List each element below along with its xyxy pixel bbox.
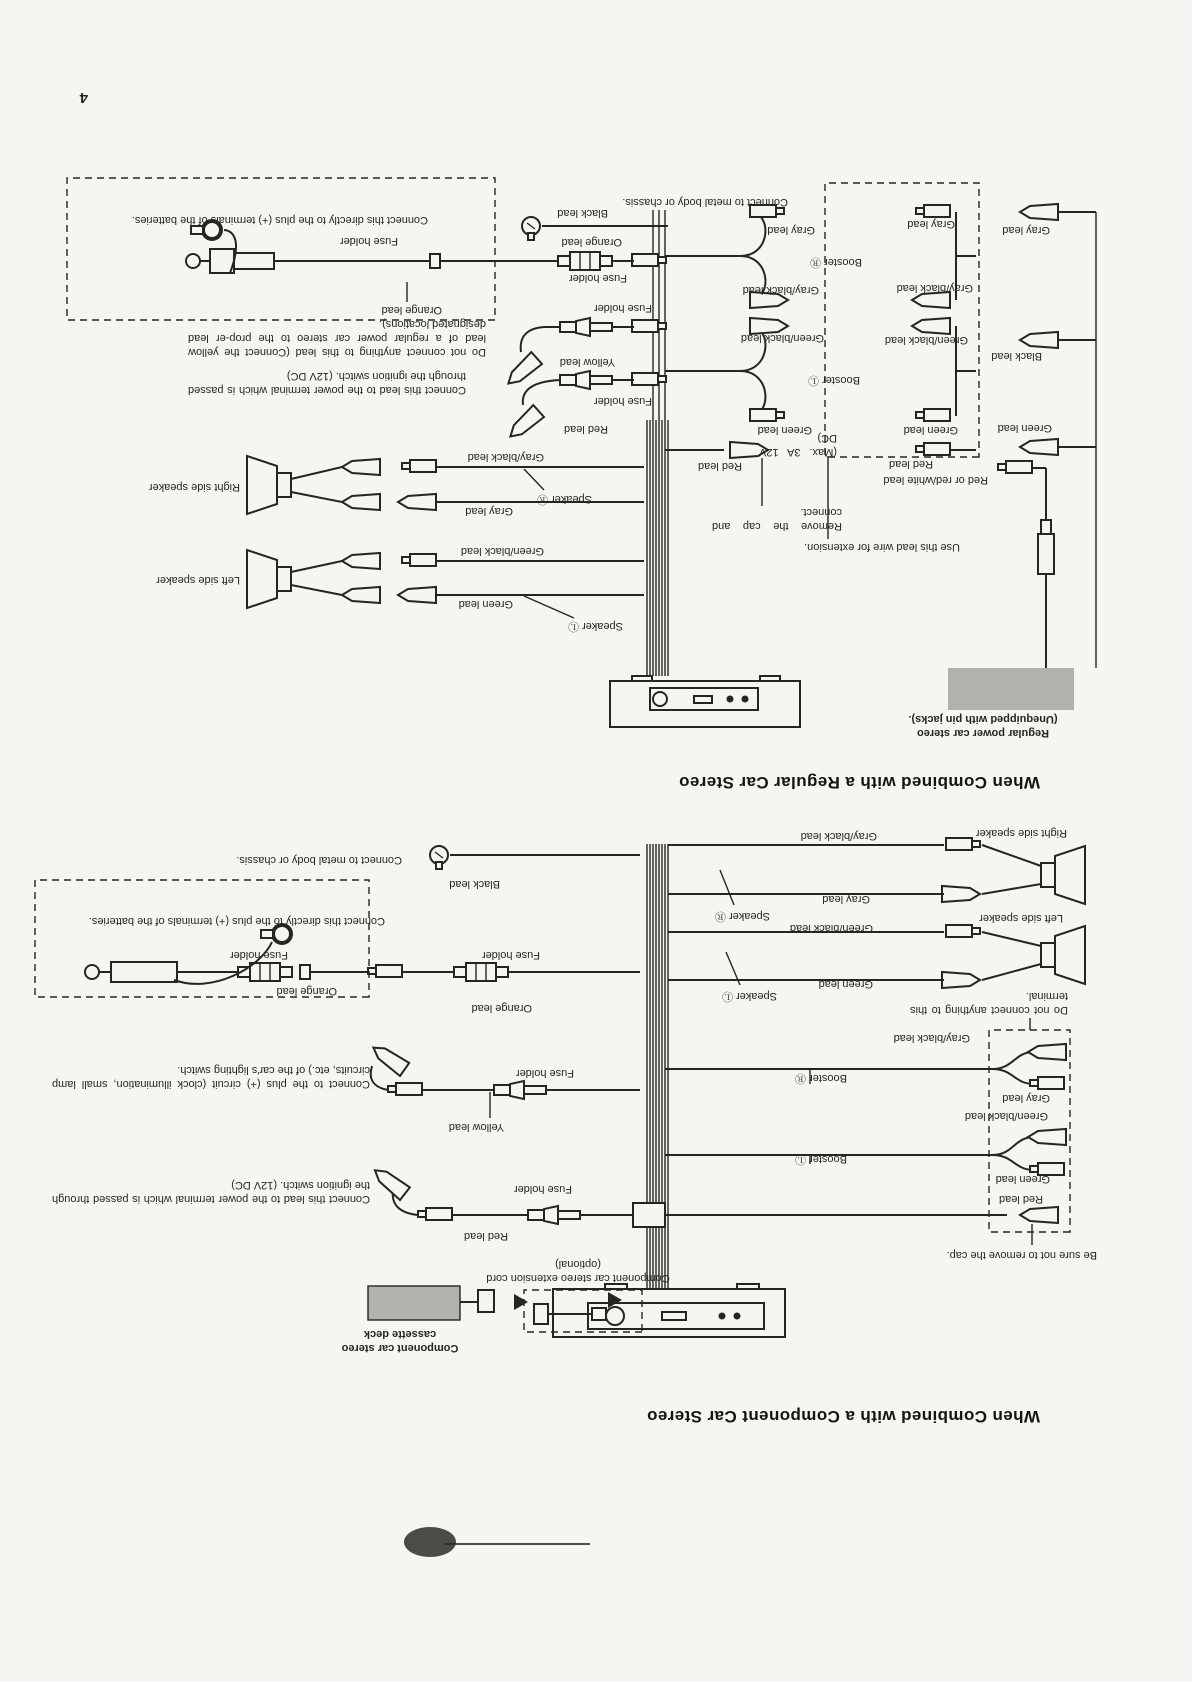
- label-booster-r: Booster Ⓡ: [810, 256, 862, 268]
- label-orange-lead: Orange lead: [471, 1002, 532, 1014]
- note-extension: Use this lead wire for extension.: [804, 541, 960, 553]
- label-speaker-l: Speaker Ⓛ: [567, 620, 623, 632]
- section-title-regular: When Combined with a Regular Car Stereo: [678, 773, 1040, 792]
- label-green-lead: Green lead: [903, 424, 958, 436]
- label-speaker-r: Speaker Ⓡ: [536, 493, 592, 505]
- label-fuse-holder: Fuse holder: [481, 949, 540, 961]
- label-fuse-holder: Fuse holder: [568, 272, 627, 284]
- label-max-rating: (Max. 3A 12V DC): [759, 432, 837, 458]
- label-fuse-holder: Fuse holder: [593, 302, 652, 314]
- label-yellow-lead: Yellow lead: [448, 1121, 504, 1133]
- label-red-lead: Red lead: [697, 460, 742, 472]
- note-do-not-connect-terminal: Do not connect anything to this terminal.: [910, 990, 1068, 1016]
- label-extension-cord: Component car stereo extension cord (optional): [486, 1258, 670, 1284]
- label-right-side-speaker: Right side speaker: [975, 827, 1067, 839]
- label-red-lead: Red lead: [998, 1193, 1043, 1205]
- label-orange-lead: Orange lead: [561, 236, 622, 248]
- note-remove-cap: Remove the cap and connect.: [712, 506, 842, 532]
- note-ignition: Connect this lead to the power terminal which is passed through the ignition switch. (12V DC): [188, 370, 466, 396]
- label-gray-black-lead: Gray/black lead: [800, 830, 877, 842]
- label-green-lead: Green lead: [997, 422, 1052, 434]
- page-number: 4: [79, 89, 88, 106]
- label-red-lead: Red lead: [463, 1230, 508, 1242]
- label-fuse-holder: Fuse holder: [339, 235, 398, 247]
- label-black-lead: Black lead: [991, 350, 1042, 362]
- label-red-lead: Red lead: [888, 458, 933, 470]
- note-do-not-connect-lead: Do not connect anything to this lead (Connect the yellow lead of a regular power car stereo to the prop-er lead designated locations).: [188, 318, 486, 358]
- label-cassette-deck: Component car stereo cassette deck: [341, 1328, 459, 1354]
- label-green-lead: Green lead: [818, 978, 873, 990]
- label-green-black-lead: Green/black lead: [789, 922, 873, 934]
- note-battery: Connect this directly to the plus (+) terminals of the batteries.: [88, 915, 385, 927]
- label-gray-lead: Gray lead: [767, 224, 815, 236]
- label-red-or-red-white-lead: Red or red/white lead: [883, 474, 988, 486]
- label-green-black-lead: Green/black lead: [884, 334, 968, 346]
- label-booster-l: Booster Ⓛ: [795, 1153, 847, 1165]
- label-gray-lead: Gray lead: [907, 218, 955, 230]
- label-red-lead: Red lead: [563, 423, 608, 435]
- note-chassis: Connect to metal body or chassis.: [236, 854, 402, 866]
- label-green-lead: Green lead: [995, 1173, 1050, 1185]
- label-gray-black-lead: Gray/black lead: [896, 282, 973, 294]
- label-booster-l: Booster Ⓛ: [808, 374, 860, 386]
- label-speaker-r: Speaker Ⓡ: [714, 910, 770, 922]
- label-gray-black-lead: Gray/black lead: [742, 284, 819, 296]
- label-speaker-l: Speaker Ⓛ: [721, 990, 777, 1002]
- note-ignition: Connect this lead to the power terminal which is passed through the ignition switch. (12V DC): [52, 1179, 370, 1205]
- label-fuse-holder: Fuse holder: [593, 395, 652, 407]
- note-chassis: Connect to metal body or chassis.: [622, 196, 788, 208]
- label-right-side-speaker: Right side speaker: [148, 481, 240, 493]
- label-gray-lead: Gray lead: [1002, 224, 1050, 236]
- note-be-sure-cap: Be sure not to remove the cap.: [946, 1249, 1097, 1261]
- label-gray-lead: Gray lead: [1002, 1092, 1050, 1104]
- label-gray-black-lead: Gray/black lead: [467, 451, 544, 463]
- label-fuse-holder: Fuse holder: [513, 1183, 572, 1195]
- label-green-black-lead: Green/black lead: [740, 332, 824, 344]
- label-left-side-speaker: Left side speaker: [156, 574, 240, 586]
- label-left-side-speaker: Left side speaker: [979, 912, 1063, 924]
- label-green-black-lead: Green/black lead: [964, 1110, 1048, 1122]
- label-gray-black-lead: Gray/black lead: [893, 1032, 970, 1044]
- label-gray-lead: Gray lead: [465, 505, 513, 517]
- note-lighting-circuit: Connect to the plus (+) circuit (clock illumination, small lamp circuits, etc.) of the car's lighting switch.: [52, 1064, 370, 1090]
- label-fuse-holder: Fuse holder: [515, 1067, 574, 1079]
- label-regular-stereo: Regular power car stereo (Unequipped with pin jacks).: [908, 713, 1058, 739]
- label-green-lead: Green lead: [757, 424, 812, 436]
- label-green-lead: Green lead: [458, 598, 513, 610]
- label-black-lead: Black lead: [449, 878, 500, 890]
- label-booster-r: Booster Ⓡ: [795, 1072, 847, 1084]
- note-battery: Connect this directly to the plus (+) terminals of the batteries.: [131, 214, 428, 226]
- section-title-component: When Combined with a Component Car Stereo: [646, 1407, 1040, 1426]
- label-orange-lead: Orange lead: [381, 304, 442, 316]
- label-green-black-lead: Green/black lead: [460, 545, 544, 557]
- label-fuse-holder: Fuse holder: [229, 949, 288, 961]
- label-black-lead: Black lead: [557, 207, 608, 219]
- label-yellow-lead: Yellow lead: [559, 356, 615, 368]
- label-orange-lead: Orange lead: [276, 985, 337, 997]
- label-gray-lead: Gray lead: [822, 893, 870, 905]
